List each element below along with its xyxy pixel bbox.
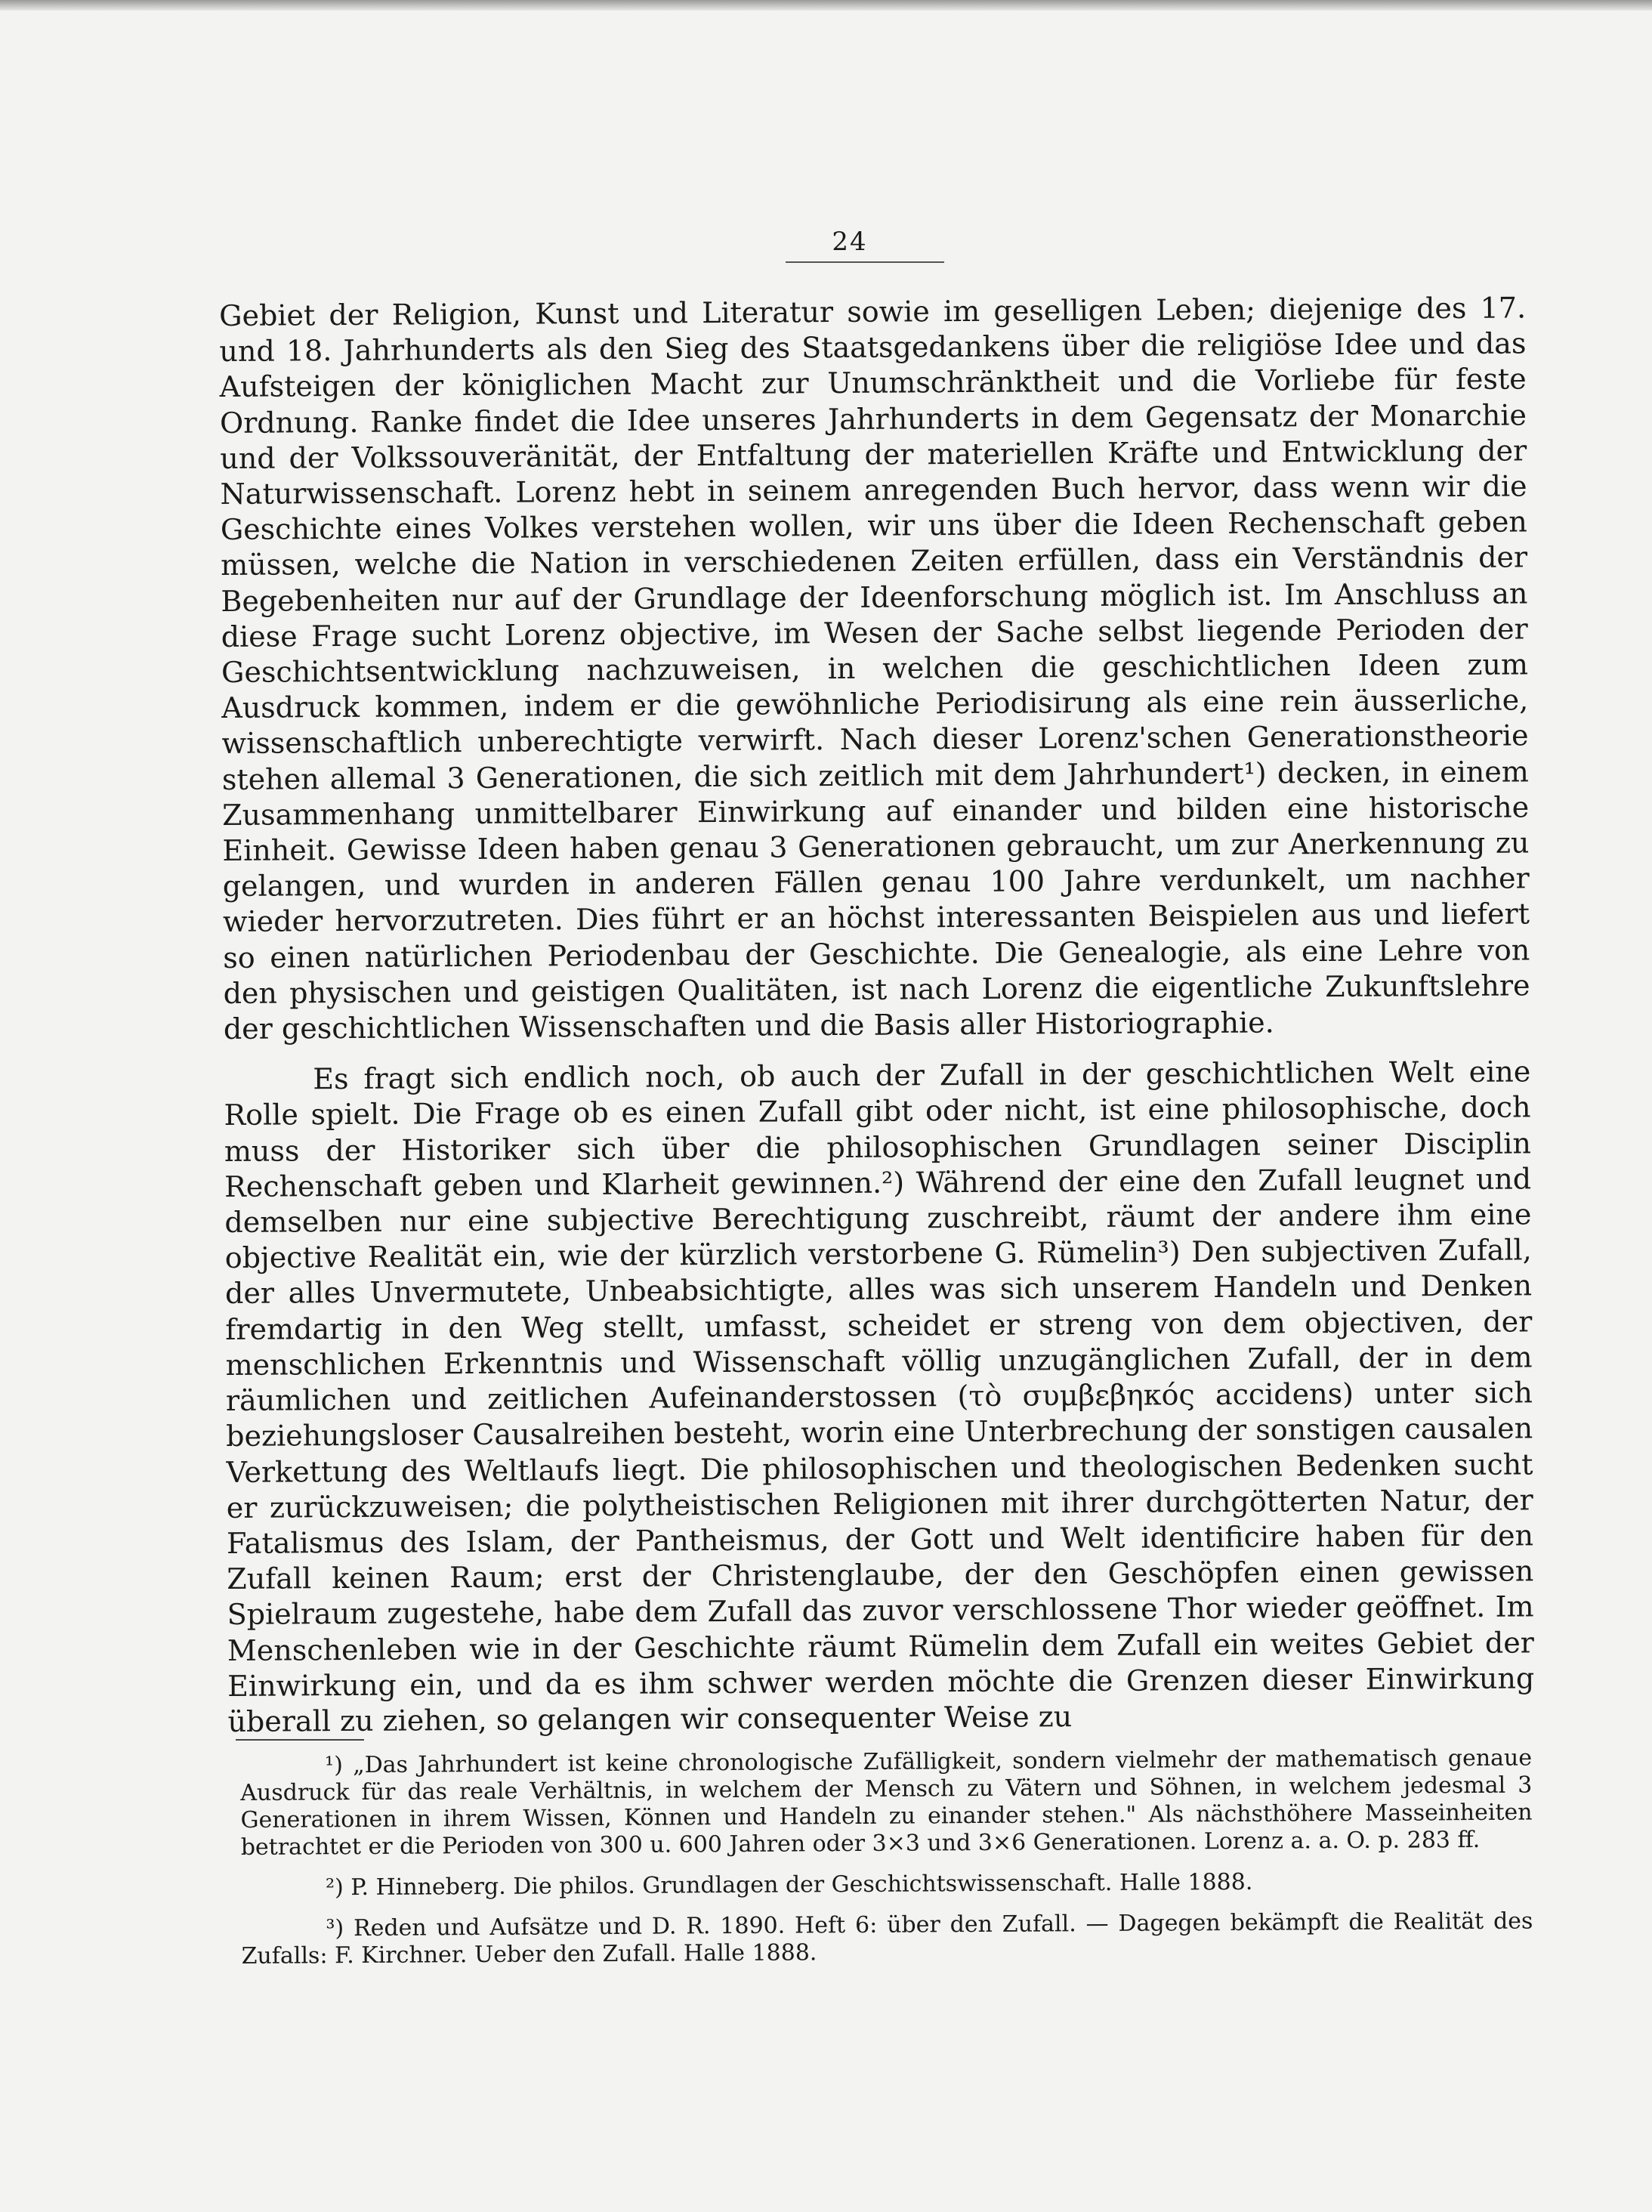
main-text	[219, 290, 1535, 1740]
paragraph-2: Es fragt sich endlich noch, ob auch der Zufall in der geschichtlichen Welt eine Rolle spielt. Die Frage ob es einen Zufall gibt oder nicht, ist eine philosophische, doch muss der Historiker sich über die philosophischen Grundlagen seiner Disciplin Rechenschaft geben und Klarheit gewinnen.²) Während der eine den Zufall leugnet und demselben nur eine subjective Berechtigung zuschreibt, räumt der andere ihm eine objective Realität ein, wie der kürzlich verstorbene G. Rümelin³) Den subjectiven Zufall, der alles Unvermutete, Unbeabsichtigte, alles was sich unserem Handeln und Denken fremdartig in den Weg stellt, umfasst, scheidet er streng von dem objectiven, der menschlichen Erkenntnis und Wissenschaft völlig unzugänglichen Zufall, der in dem räumlichen und zeitlichen Aufeinanderstossen (τὸ συμβεβηκός accidens) unter sich beziehungsloser Causalreihen besteht, worin eine Unterbrechung der sonstigen causalen Verkettung des Weltlaufs liegt. Die philosophischen und theologischen Bedenken sucht er zurückzuweisen; die polytheistischen Religionen mit ihrer durchgötterten Natur, der Fatalismus des Islam, der Pantheismus, der Gott und Welt identificire haben für den Zufall keinen Raum; erst der Christenglaube, der den Geschöpfen einen gewissen Spielraum zugestehe, habe dem Zufall das zuvor verschlossene Thor wieder geöffnet. Im Menschenleben wie in der Geschichte räumt Rümelin dem Zufall ein weites Gebiet der Einwirkung ein, und da es ihm schwer werden möchte die Grenzen dieser Einwirkung überall zu ziehen, so gelangen wir consequenter Weise zu	[224, 1055, 1535, 1738]
footnote-1: ¹) „Das Jahrhundert ist keine chronologische Zufälligkeit, sondern vielmehr der mathematisch genaue Ausdruck für das reale Verhältnis, in welchem der Mensch zu Vätern und Söhnen, in welchem jedesmal 3 Generationen in ihrem Wissen, Können und Handeln zu einander stehen." Als nächsthöhere Masseinheiten betrachtet er die Perioden von 300 u. 600 Jahren oder 3×3 und 3×6 Generationen. Lorenz a. a. O. p. 283 ff.	[240, 1744, 1533, 1861]
page-number: 24	[832, 227, 868, 257]
paragraph-1: Gebiet der Religion, Kunst und Literatur sowie im geselligen Leben; diejenige des 17. und 18. Jahrhunderts als den Sieg des Staatsgedankens über die religiöse Idee und das Aufsteigen der königlichen Macht zur Unumschränktheit und die Vorliebe für feste Ordnung. Ranke findet die Idee unseres Jahrhunderts in dem Gegensatz der Monarchie und der Volkssouveränität, der Entfaltung der materiellen Kräfte und Entwicklung der Naturwissenschaft. Lorenz hebt in seinem anregenden Buch hervor, dass wenn wir die Geschichte eines Volkes verstehen wollen, wir uns über die Ideen Rechenschaft geben müssen, welche die Nation in verschiedenen Zeiten erfüllen, dass ein Verständnis der Begebenheiten nur auf der Grundlage der Ideenforschung möglich ist. Im Anschluss an diese Frage sucht Lorenz objective, im Wesen der Sache selbst liegende Perioden der Geschichtsentwicklung nachzuweisen, in welchen die geschichtlichen Ideen zum Ausdruck kommen, indem er die gewöhnliche Periodisirung als eine rein äusserliche, wissenschaftlich unberechtigte verwirft. Nach dieser Lorenz'schen Generationstheorie stehen allemal 3 Generationen, die sich zeitlich mit dem Jahrhundert¹) decken, in einem Zusammenhang unmittelbarer Einwirkung auf einander und bilden eine historische Einheit. Gewisse Ideen haben genau 3 Generationen gebraucht, um zur Anerkennung zu gelangen, und wurden in anderen Fällen genau 100 Jahre verdunkelt, um nachher wieder hervorzutreten. Dies führt er an höchst interessanten Beispielen aus und liefert so einen natürlichen Periodenbau der Geschichte. Die Genealogie, als eine Lehre von den physischen und geistigen Qualitäten, ist nach Lorenz die eigentliche Zukunftslehre der geschichtlichen Wissenschaften und die Basis aller Historiographie.	[219, 291, 1530, 1046]
footnote-3: ³) Reden und Aufsätze und D. R. 1890. Heft 6: über den Zufall. — Dagegen bekämpft die Realität des Zufalls: F. Kirchner. Ueber den Zufall. Halle 1888.	[241, 1908, 1533, 1969]
scan-top-edge	[0, 0, 1652, 11]
page-number-rule	[786, 261, 944, 263]
footnotes	[240, 1745, 1533, 1984]
footnote-separator	[236, 1739, 364, 1741]
footnote-2: ²) P. Hinneberg. Die philos. Grundlagen der Geschichtswissenschaft. Halle 1888.	[325, 1868, 1253, 1902]
